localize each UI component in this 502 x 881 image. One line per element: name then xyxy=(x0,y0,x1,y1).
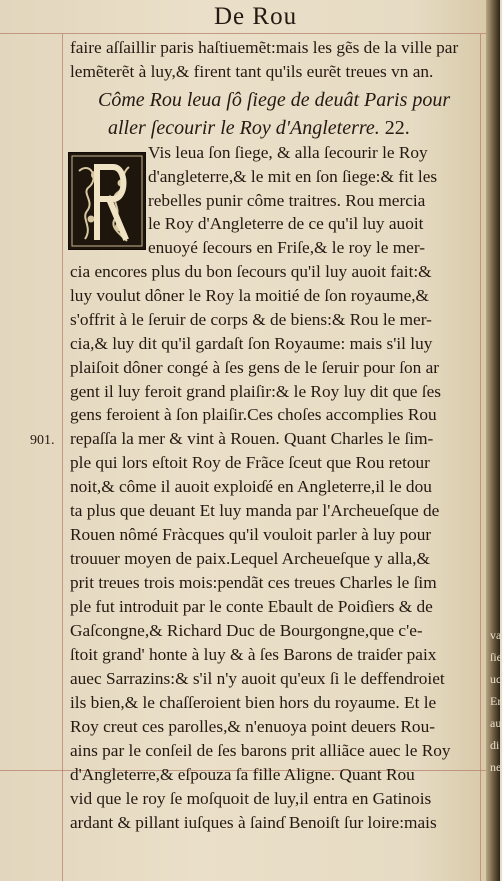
text-line: luy voulut dôner le Roy la moitié de ſon royaume,& xyxy=(70,286,429,305)
text-line: plaiſoit dôner congé à ſes gens de le ſeruir pour ſon ar xyxy=(70,358,440,377)
chapter-number: 22. xyxy=(384,117,410,139)
text-line: ardant & pillant iuſques à ſainɗ Benoiſt ſur loire:mais xyxy=(70,813,437,832)
text-line: trouuer moyen de paix.Lequel Archeueſque y alla,& xyxy=(70,549,430,568)
text-line: ta plus que deuant Et luy manda par l'Archeueſque de xyxy=(70,501,440,520)
facing-page-fragment: ne xyxy=(490,760,502,774)
facing-page-fragment: ſie xyxy=(490,650,502,664)
text-line: ils bien,& le chaſſeroient bien hors du royaume. Et le xyxy=(70,693,437,712)
text-line: noit,& côme il auoit exploiɗé en Angleterre,il le dou xyxy=(70,477,432,496)
text-line: enuoyé ſecours en Friſe,& le roy le mer- xyxy=(148,238,426,257)
text-line: vid que le roy ſe moſquoit de luy,il entra en Gatinois xyxy=(70,789,432,808)
text-line: auec Sarrazins:& s'il n'y auoit qu'eux ſi le deffendroiet xyxy=(70,669,445,688)
facing-page-edge xyxy=(490,0,500,881)
facing-page-fragment: uc xyxy=(490,672,502,686)
chapter-heading-line-1: Côme Rou leua ſô ſiege de deuât Paris pour xyxy=(98,89,451,111)
facing-page-fragment: va xyxy=(490,628,502,642)
text-line: rebelles punir côme traitres. Rou mercia xyxy=(148,191,426,210)
text-line: repaſſa la mer & vint à Rouen. Quant Charles le ſim- xyxy=(70,429,434,448)
text-line: ſtoit grand' honte à luy & à ſes Barons de traiɗer paix xyxy=(70,645,437,664)
text-line: faire aſſaillir paris haſtiuemẽt:mais les gẽs de la ville par xyxy=(70,38,459,57)
decorated-initial-r xyxy=(68,152,146,250)
running-title: De Rou xyxy=(214,3,298,30)
text-line: lemẽterẽt à luy,& firent tant qu'ils eurẽt treues vn an. xyxy=(70,62,434,81)
text-line: ple fut introduit par le conte Ebault de Poiɗiers & de xyxy=(70,597,433,616)
marginal-year-note: 901. xyxy=(30,433,55,448)
text-line: cia,& luy dit qu'il gardaſt ſon Royaume: mais s'il luy xyxy=(70,334,433,353)
text-line: s'offrit à le ſeruir de corps & de biens:& Rou le mer- xyxy=(70,310,432,329)
left-margin-rule xyxy=(62,34,63,881)
text-line: prit treues trois mois:pendãt ces treues Charles le ſim xyxy=(70,573,437,592)
text-line: Roy creut ces parolles,& n'enuoya point deuers Rou- xyxy=(70,717,435,736)
text-line: gens feroient à ſon plaiſir.Ces choſes accomplies Rou xyxy=(70,405,437,424)
text-line: gent il luy feroit grand plaiſir:& le Roy luy dit que ſes xyxy=(70,382,441,401)
facing-page-fragment: au xyxy=(490,716,502,730)
text-line: Vis leua ſon ſiege, & alla ſecourir le Roy xyxy=(148,143,428,162)
facing-page-fragment: di xyxy=(490,738,500,752)
text-line: le Roy d'Angleterre de ce qu'il luy auoit xyxy=(148,214,424,233)
text-line: Rouen nômé Fràcques qu'il vouloit parler à luy pour xyxy=(70,525,432,544)
facing-page-fragment: Er xyxy=(490,694,502,708)
right-margin-rule xyxy=(480,34,481,881)
text-line: Gaſcongne,& Richard Duc de Bourgongne,que c'e- xyxy=(70,621,423,640)
text-line: ains par le conſeil de ſes barons prit alliãce auec le Roy xyxy=(70,741,451,760)
text-line: ple qui lors eſtoit Roy de Frãce ſceut que Rou retour xyxy=(70,453,430,472)
top-rule xyxy=(0,33,486,34)
text-line: d'angleterre,& le mit en ſon ſiege:& fit les xyxy=(148,167,438,186)
text-line: cia encores plus du bon ſecours qu'il luy auoit fait:& xyxy=(70,262,432,281)
text-line: d'Angleterre,& eſpouza ſa fille Aligne. Quant Rou xyxy=(70,765,415,784)
chapter-heading-line-2: aller ſecourir le Roy d'Angleterre. 22. xyxy=(108,117,410,139)
